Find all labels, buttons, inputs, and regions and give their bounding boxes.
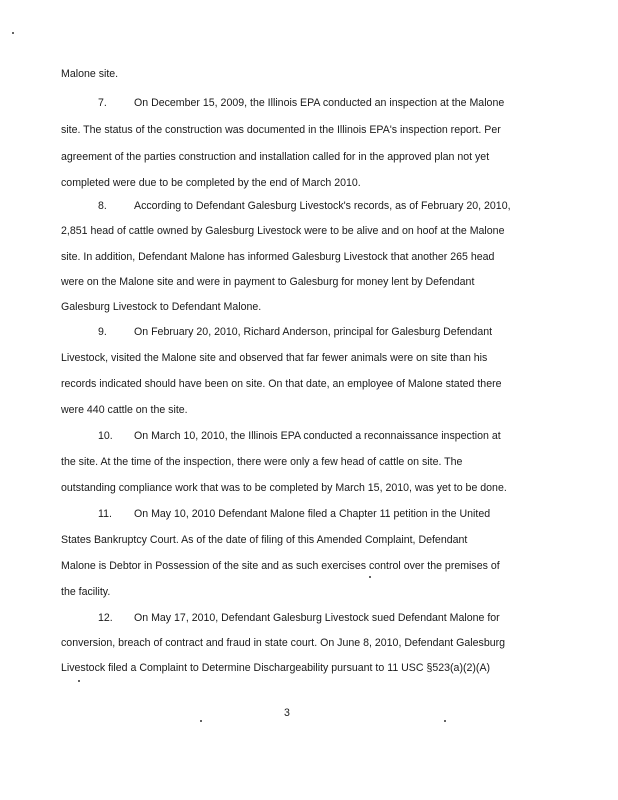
page-number: 3 [284,707,290,719]
text-line: the facility. [61,586,111,598]
text-line: the site. At the time of the inspection, there were only a few head of cattle on site. The [61,456,463,468]
text-line: Malone is Debtor in Possession of the site and as such exercises control over the premises of [61,560,500,572]
paragraph-first-line: On March 10, 2010, the Illinois EPA conducted a reconnaissance inspection at [134,430,501,442]
text-line: records indicated should have been on site. On that date, an employee of Malone stated there [61,378,502,390]
text-line: Livestock filed a Complaint to Determine Dischargeability pursuant to 11 USC §523(a)(2)(A) [61,662,491,674]
paragraph-first-line: On May 10, 2010 Defendant Malone filed a Chapter 11 petition in the United [134,508,491,520]
text-line: 2,851 head of cattle owned by Galesburg Livestock were to be alive and on hoof at the Malone [61,225,505,237]
paragraph-number: 11. [98,508,112,520]
scan-speck [200,720,202,722]
scan-speck [12,32,14,34]
scan-speck [444,720,446,722]
text-line: agreement of the parties construction and installation called for in the approved plan not yet [61,151,490,163]
paragraph-first-line: On December 15, 2009, the Illinois EPA conducted an inspection at the Malone [134,97,505,109]
text-line: completed were due to be completed by the end of March 2010. [61,177,361,189]
text-line: Livestock, visited the Malone site and observed that far fewer animals were on site than his [61,352,488,364]
paragraph-number: 10. [98,430,113,442]
paragraph-first-line: On May 17, 2010, Defendant Galesburg Livestock sued Defendant Malone for [134,612,500,624]
text-line: were 440 cattle on the site. [61,404,188,416]
text-line: outstanding compliance work that was to be completed by March 15, 2010, was yet to be done. [61,482,507,494]
paragraph-number: 7. [98,97,107,109]
text-line: States Bankruptcy Court. As of the date of filing of this Amended Complaint, Defendant [61,534,468,546]
scan-speck [369,576,371,578]
paragraph-number: 8. [98,200,107,212]
text-line: Malone site. [61,68,119,80]
paragraph-first-line: According to Defendant Galesburg Livestock's records, as of February 20, 2010, [134,200,511,212]
text-line: conversion, breach of contract and fraud in state court. On June 8, 2010, Defendant Galesburg [61,637,506,649]
text-line: were on the Malone site and were in payment to Galesburg for money lent by Defendant [61,276,475,288]
text-line: site. The status of the construction was documented in the Illinois EPA's inspection report. Per [61,124,501,136]
paragraph-number: 9. [98,326,107,338]
text-line: site. In addition, Defendant Malone has informed Galesburg Livestock that another 265 head [61,251,495,263]
scan-speck [78,680,80,682]
paragraph-number: 12. [98,612,113,624]
paragraph-first-line: On February 20, 2010, Richard Anderson, principal for Galesburg Defendant [134,326,493,338]
text-line: Galesburg Livestock to Defendant Malone. [61,301,262,313]
